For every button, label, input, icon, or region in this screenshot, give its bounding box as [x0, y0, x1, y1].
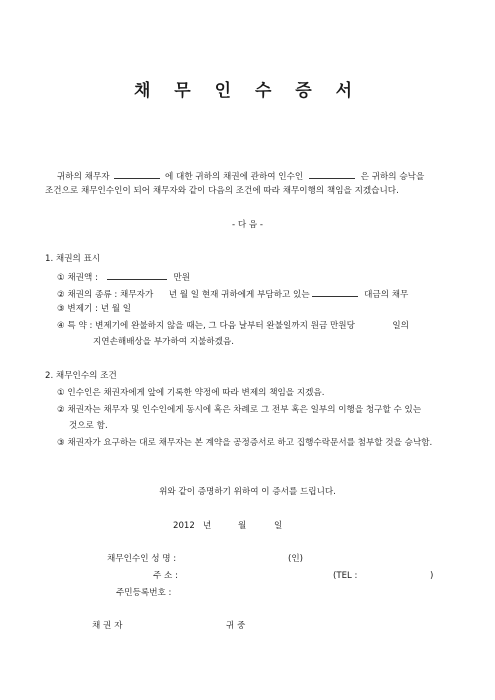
debtor-name-blank — [114, 169, 160, 179]
creditor-honorific: 귀 중 — [226, 621, 246, 631]
assignee-name-blank — [309, 169, 355, 179]
date-year-unit: 년 — [203, 521, 212, 531]
date-year: 2012 — [173, 521, 195, 531]
creditor-label: 채 권 자 — [92, 621, 123, 631]
section2-item1: ① 인수인은 채권자에게 앞에 기록한 약정에 따라 변제의 책임을 지겠음. — [57, 388, 325, 398]
section2-item3: ③ 채권자가 요구하는 대로 채무자는 본 계약을 공정증서로 하고 집행수락문서를 첨부할 것을 승낙함. — [57, 438, 433, 448]
document-title: 채 무 인 수 증 서 — [133, 81, 362, 101]
claim-amount-label: ① 채권액 : — [57, 273, 98, 283]
seal-mark: (인) — [288, 554, 304, 564]
special-terms-cont: 지연손해배상을 부가하여 지불하겠음. — [93, 337, 235, 347]
dahm-heading: - 다 음 - — [231, 220, 263, 230]
section1-heading: 1. 채권의 표시 — [45, 254, 101, 264]
claim-type-blank — [312, 287, 358, 297]
claim-amount-unit: 만원 — [173, 273, 191, 283]
intro-text-c: 은 귀하의 승낙을 — [360, 172, 425, 182]
section1-item2 — [57, 287, 408, 301]
intro-text-a: 귀하의 채무자 — [57, 172, 110, 182]
claim-type-suffix: 대금의 채무 — [364, 290, 409, 300]
address-label: 주 소 : — [153, 571, 178, 581]
special-terms-unit: 일의 — [392, 321, 409, 331]
resident-id-label: 주민등록번호 : — [116, 588, 172, 598]
intro-line-2: 조건으로 채무인수인이 되어 채무자와 같이 다음의 조건에 따라 채무이행의 책임을 지겠습니다. — [45, 186, 399, 196]
date-month-unit: 월 — [238, 521, 247, 531]
assignee-name-label: 채무인수인 성 명 : — [107, 554, 177, 564]
intro-line-1 — [57, 169, 424, 183]
proof-statement: 위와 같이 증명하기 위하여 이 증서를 드립니다. — [159, 487, 336, 497]
section2-heading: 2. 채무인수의 조건 — [45, 371, 117, 381]
section1-item1 — [57, 270, 190, 284]
special-terms-text: ④ 특 약 : 변제기에 완불하지 않을 때는, 그 다음 날부터 완불일까지 원금 만원당 — [57, 321, 355, 331]
tel-close: ) — [430, 571, 434, 581]
section1-item3: ③ 변제기 : 년 월 일 — [57, 304, 132, 314]
date-day-unit: 일 — [274, 521, 283, 531]
claim-type-date: 년 월 일 현재 귀하에게 부담하고 있는 — [168, 290, 310, 300]
section1-item4 — [57, 321, 409, 332]
tel-label: (TEL : — [333, 571, 358, 581]
section2-item2: ② 채권자는 채무자 및 인수인에게 동시에 혹은 차례로 그 전부 혹은 일부의 이행을 청구할 수 있는 — [57, 405, 422, 415]
intro-text-b: 에 대한 귀하의 채권에 관하여 인수인 — [165, 172, 304, 182]
section2-item2-cont: 것으로 함. — [69, 421, 108, 431]
claim-type-label: ② 채권의 종류 : 채무자가 — [57, 290, 154, 300]
claim-amount-blank — [107, 270, 167, 280]
